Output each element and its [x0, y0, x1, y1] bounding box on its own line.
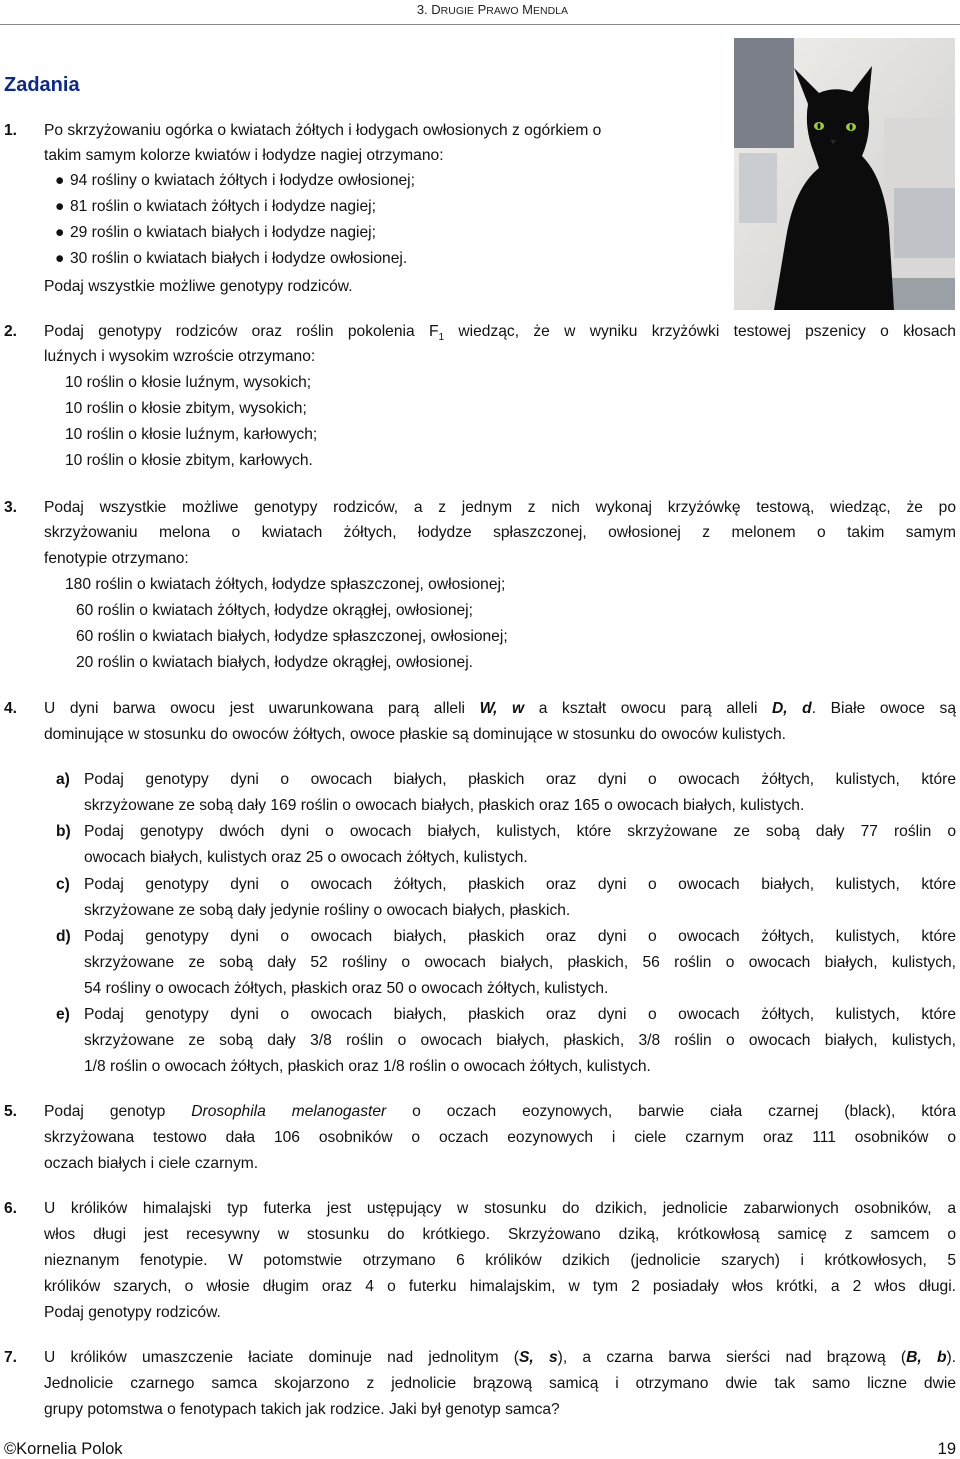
subtask-e-label: e)	[56, 1006, 70, 1023]
list-item: ● 94 rośliny o kwiatach żółtych i łodydze owłosionej;	[55, 168, 415, 193]
section-title: Zadania	[4, 74, 80, 96]
subtask-d-line-1: Podaj genotypy dyni o owocach białych, płaskich oraz dyni o owocach żółtych, kulistych, które	[84, 928, 956, 945]
list-item: 20 roślin o kwiatach białych, łodydze okrągłej, owłosionej.	[76, 654, 473, 671]
subtask-a-line-2: skrzyżowane ze sobą dały 169 roślin o owocach białych, płaskich oraz 165 o owocach białych, kulistych.	[84, 797, 805, 814]
list-item: 60 roślin o kwiatach żółtych, łodydze okrągłej, owłosionej;	[76, 602, 473, 619]
task-3-line-1: Podaj wszystkie możliwe genotypy rodziców, a z jednym z nich wykonaj krzyżówkę testową, wiedząc, że po	[44, 499, 956, 516]
bullet-icon: ●	[55, 198, 65, 215]
subtask-b-line-2: owocach białych, kulistych oraz 25 o owocach żółtych, kulistych.	[84, 849, 528, 866]
list-item: 10 roślin o kłosie luźnym, wysokich;	[65, 374, 312, 391]
subtask-c-line-1: Podaj genotypy dyni o owocach żółtych, płaskich oraz dyni o owocach białych, kulistych, które	[84, 876, 956, 893]
task-2-line-2: luźnych i wysokim wzroście otrzymano:	[44, 348, 316, 365]
subtask-e-line-2: skrzyżowane ze sobą dały 3/8 roślin o owocach białych, płaskich, 3/8 roślin o owocach białych, kulistych,	[84, 1032, 956, 1049]
task-4-line-2: dominujące w stosunku do owoców żółtych, owoce płaskie są dominujące w stosunku do owoców kulistych.	[44, 726, 786, 743]
list-item: ● 81 roślin o kwiatach żółtych i łodydze nagiej;	[55, 194, 376, 219]
task-7-line-3: grupy potomstwa o fenotypach takich jak rodzice. Jaki był genotyp samca?	[44, 1401, 560, 1418]
task-5-number: 5.	[4, 1103, 18, 1120]
task-1-number: 1.	[4, 122, 18, 139]
task-1-question: Podaj wszystkie możliwe genotypy rodziców.	[44, 278, 353, 295]
footer-author: ©Kornelia Polok	[4, 1440, 123, 1458]
task-5-line-3: oczach białych i ciele czarnym.	[44, 1155, 259, 1172]
subtask-b-label: b)	[56, 823, 71, 840]
subtask-a-line-1: Podaj genotypy dyni o owocach białych, płaskich oraz dyni o owocach żółtych, kulistych, które	[84, 771, 956, 788]
task-4-number: 4.	[4, 700, 18, 717]
page-number: 19	[937, 1440, 956, 1458]
subtask-e-line-1: Podaj genotypy dyni o owocach białych, płaskich oraz dyni o owocach żółtych, kulistych, które	[84, 1006, 956, 1023]
task-2-number: 2.	[4, 323, 18, 340]
subtask-d-label: d)	[56, 928, 71, 945]
running-header: 3. DRUGIE PRAWO MENDLA	[416, 2, 568, 17]
list-item: 10 roślin o kłosie zbitym, karłowych.	[65, 452, 313, 469]
subtask-d-line-3: 54 rośliny o owocach żółtych, płaskich oraz 50 o owocach żółtych, kulistych.	[84, 980, 609, 997]
task-6-line-5: Podaj genotypy rodziców.	[44, 1304, 221, 1321]
subtask-b-line-1: Podaj genotypy dwóch dyni o owocach białych, kulistych, które skrzyżowane ze sobą dały 77 roślin o	[84, 823, 956, 840]
black-cat-photo	[734, 38, 955, 310]
header-divider	[0, 24, 960, 25]
task-4-line-1: U dyni barwa owocu jest uwarunkowana parą alleli W, w a kształt owocu parą alleli D, d. Białe owoce są	[44, 700, 956, 717]
task-5-line-1: Podaj genotyp Drosophila melanogaster o oczach eozynowych, barwie ciała czarnej (black), która	[44, 1103, 956, 1120]
task-3-line-3: fenotypie otrzymano:	[44, 550, 189, 567]
list-item: 60 roślin o kwiatach białych, łodydze spłaszczonej, owłosionej;	[76, 628, 508, 645]
task-5-line-2: skrzyżowana testowo dała 106 osobników o oczach eozynowych i ciele czarnym oraz 111 osobników o	[44, 1129, 956, 1146]
subtask-a-label: a)	[56, 771, 70, 788]
task-7-line-1: U królików umaszczenie łaciate dominuje nad jednolitym (S, s), a czarna barwa sierści nad brązową (B, b).	[44, 1349, 957, 1366]
bullet-icon: ●	[55, 172, 65, 189]
task-3-line-2: skrzyżowaniu melona o kwiatach żółtych, łodydze spłaszczonej, owłosionej z melonem o takim samym	[44, 524, 956, 541]
list-item: ● 30 roślin o kwiatach białych i łodydze owłosionej.	[55, 246, 407, 271]
bullet-icon: ●	[55, 250, 65, 267]
task-1-line-1: Po skrzyżowaniu ogórka o kwiatach żółtych i łodygach owłosionych z ogórkiem o	[44, 122, 602, 139]
list-item: 10 roślin o kłosie luźnym, karłowych;	[65, 426, 318, 443]
subtask-d-line-2: skrzyżowane ze sobą dały 52 rośliny o owocach białych, płaskich, 56 roślin o owocach białych, kulistych,	[84, 954, 956, 971]
bullet-icon: ●	[55, 224, 65, 241]
task-6-line-2: włos długi jest recesywny w stosunku do krótkiego. Skrzyżowano dziką, krótkowłosą samicę z samcem o	[44, 1226, 956, 1243]
task-2-line-1: Podaj genotypy rodziców oraz roślin pokolenia $F_1$ wiedząc, że w wyniku krzyżówki testowej pszenicy o kłosach	[44, 323, 956, 344]
task-6-line-3: nieznanym fenotypie. W potomstwie otrzymano 6 królików dzikich (jednolicie szarych) i krótkowłosych, 5	[44, 1252, 956, 1269]
task-6-line-1: U królików himalajski typ futerka jest ustępujący w stosunku do dzikich, jednolicie zabarwionych osobników, a	[44, 1200, 956, 1217]
list-item: 10 roślin o kłosie zbitym, wysokich;	[65, 400, 307, 417]
task-6-number: 6.	[4, 1200, 18, 1217]
task-1-line-2: takim samym kolorze kwiatów i łodydze nagiej otrzymano:	[44, 147, 444, 164]
subtask-e-line-3: 1/8 roślin o owocach żółtych, płaskich oraz 1/8 roślin o owocach żółtych, kulistych.	[84, 1058, 651, 1075]
subtask-c-line-2: skrzyżowane ze sobą dały jedynie rośliny o owocach białych, płaskich.	[84, 902, 571, 919]
task-3-number: 3.	[4, 499, 18, 516]
task-7-line-2: Jednolicie czarnego samca skojarzono z jednolicie brązową samicą i otrzymano dwie tak samo liczne dwie	[44, 1375, 956, 1392]
subtask-c-label: c)	[56, 876, 70, 893]
task-6-line-4: królików szarych, o włosie długim oraz 4 o futerku himalajskim, w tym 2 posiadały włos krótki, a 2 włos długi.	[44, 1278, 956, 1295]
list-item: 180 roślin o kwiatach żółtych, łodydze spłaszczonej, owłosionej;	[65, 576, 506, 593]
task-7-number: 7.	[4, 1349, 18, 1366]
list-item: ● 29 roślin o kwiatach białych i łodydze nagiej;	[55, 220, 376, 245]
